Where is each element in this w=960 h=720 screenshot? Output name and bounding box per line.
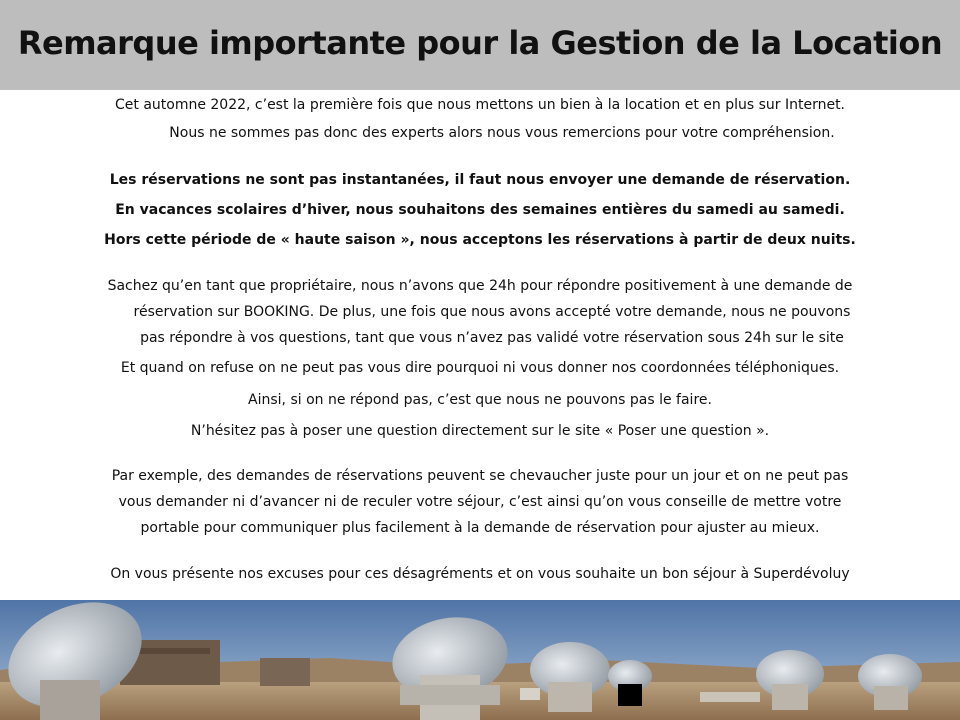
ainsi-line: Ainsi, si on ne répond pas, c’est que nous ne pouvons pas le faire. [248,392,712,408]
booking-line-3: pas répondre à vos questions, tant que vous n’avez pas validé votre réservation sous 24h sur le site [140,330,844,346]
question-line: N’hésitez pas à poser une question directement sur le site « Poser une question ». [190,423,770,439]
example-line-1: Par exemple, des demandes de réservations peuvent se chevaucher juste pour un jour et on ne peut pas [111,468,849,484]
intro-line-2: Nous ne sommes pas donc des experts alors nous vous remercions pour votre compréhension. [169,125,835,141]
closing-line: On vous présente nos excuses pour ces désagréments et on vous souhaite un bon séjour à Superdévoluy [110,566,850,582]
rule-line-3: Hors cette période de « haute saison », nous acceptons les réservations à partir de deux nuits. [104,232,856,248]
notice-body [0,90,960,600]
title-banner [0,0,960,90]
rule-line-1: Les réservations ne sont pas instantanées, il faut nous envoyer une demande de réservation. [109,172,851,188]
booking-line-1: Sachez qu’en tant que propriétaire, nous n’avons que 24h pour répondre positivement à une demande de [107,278,853,294]
rule-line-2: En vacances scolaires d’hiver, nous souhaitons des semaines entières du samedi au samedi. [115,202,845,218]
radio-telescope-photo [0,600,960,720]
page-title: Remarque importante pour la Gestion de la Location [17,24,943,62]
example-line-3: portable pour communiquer plus facilement à la demande de réservation pour ajuster au mieux. [140,520,820,536]
booking-line-2: réservation sur BOOKING. De plus, une fois que nous avons accepté votre demande, nous ne pouvons [133,304,851,320]
intro-line-1: Cet automne 2022, c’est la première fois que nous mettons un bien à la location et en plus sur Internet. [114,97,846,113]
refuse-line: Et quand on refuse on ne peut pas vous dire pourquoi ni vous donner nos coordonnées téléphoniques. [120,360,840,376]
example-line-2: vous demander ni d’avancer ni de reculer votre séjour, c’est ainsi qu’on vous conseille de mettre votre [118,494,842,510]
